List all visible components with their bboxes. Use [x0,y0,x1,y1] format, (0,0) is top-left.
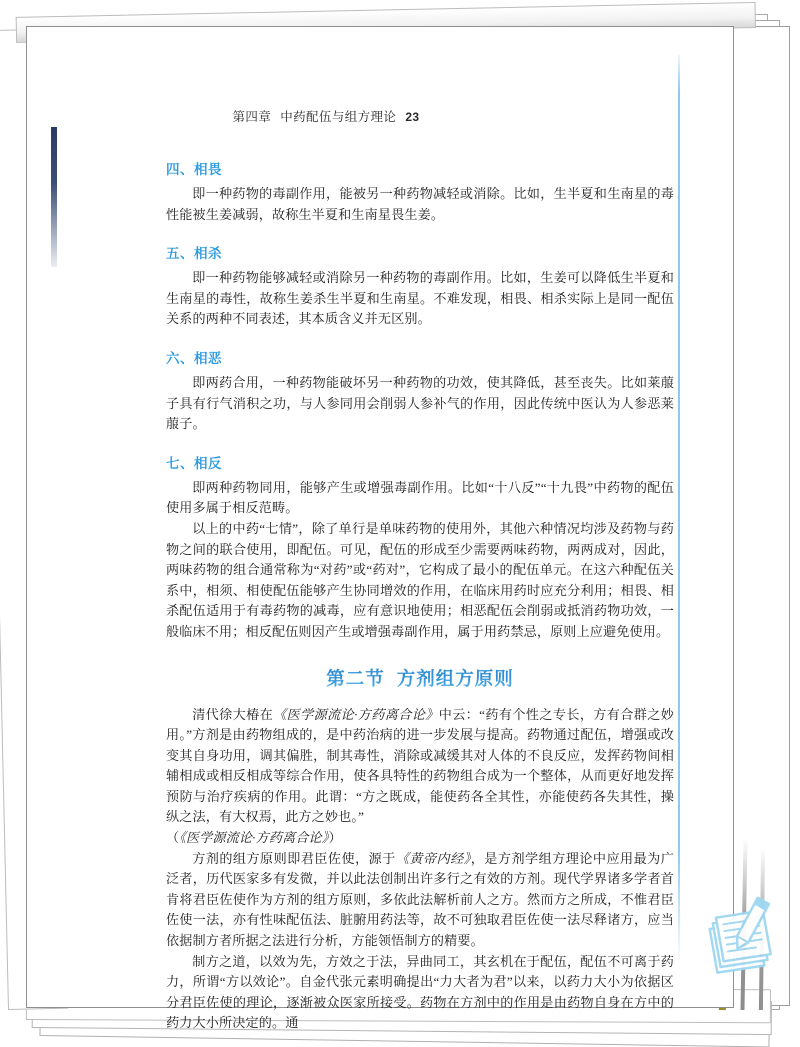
heading-xiangfan: 七、相反 [166,455,222,472]
section-title-name: 方剂组方原则 [396,668,514,690]
paragraph-junchenzuoshi [166,849,674,952]
margin-rule [678,55,680,960]
book-title-yixueyuanliulun-1: 《医学源流论·方药离合论》 [273,706,439,722]
book-title-huangdineijing: 《黄帝内经》 [395,850,471,866]
citation-close-paren: ） [328,830,342,846]
page-content [166,158,674,1034]
paragraph-xudachun-body: 中云：“药有个性之专长，方有合群之妙用。”方剂是由药物组成的，是中药治病的进一步发展与提高。药物通过配伍，增强或改变其自身功用，调其偏胜，制其毒性，消除或减缓其对人体的不良反应，发挥药物间相辅相成或相反相成等综合作用，使各具特性的药物组合成为一个整体，从而更好地发挥预防与治疗疾病的作用。此谓：“方之既成，能使药各全其性，亦能使药各失其性，操纵之法，有大权焉，此方之妙也。” [166,706,674,825]
running-head [27,107,733,125]
heading-xiangwei: 四、相畏 [166,162,222,178]
book-page [26,26,734,1031]
paragraph-xiangsha-1: 即一种药物能够减轻或消除另一种药物的毒副作用。比如，生姜可以降低生半夏和生南星的毒性，故称生姜杀生半夏和生南星。不难发现，相畏、相杀实际上是同一配伍关系的两种不同表述，其本质含义并无区别。 [166,270,674,327]
paragraph-xiange-1: 即两药合用，一种药物能破坏另一种药物的功效，使其降低，甚至丧失。比如莱菔子具有行气消积之功，与人参同用会削弱人参补气的作用，因此传统中医认为人参恶莱菔子。 [166,374,674,432]
paragraph-xudachun [166,705,674,829]
running-head-chapter: 第四章 [232,110,272,124]
section-title-number: 第二节 [326,668,385,690]
heading-xiange: 六、相恶 [166,350,222,367]
paragraph-xudachun-lead: 清代徐大椿在 [192,706,274,722]
running-head-title: 中药配伍与组方理论 [280,110,397,124]
citation-open-paren: （ [166,830,180,846]
paragraph-zhifangzhidao: 制方之道，以效为先，方效之于法，异曲同工，其玄机在于配伍，配伍不可离于药力，所谓“方以效论”。自金代张元素明确提出“力大者为君”以来，以药力大小为依据区分君臣佐使的理论，逐渐被众医家所接受。药物在方剂中的作用是由药物自身在方中的药力大小所决定的。通 [166,953,674,1031]
book-title-yixueyuanliulun-2: 《医学源流论·方药离合论》 [179,830,329,846]
paragraph-junchenzuoshi-lead: 方剂的组方原则即君臣佐使，源于 [192,850,396,866]
paragraph-junchenzuoshi-tail: ，是方剂学组方理论中应用最为广泛者，历代医家多有发微，并以此法创制出许多行之有效的方剂。现代学界诸多学者首肯将君臣佐使作为方剂的组方原则，多依此法解析前人之方。然而方之所成，不惟君臣佐使一法，亦有性味配伍法、脏腑用药法等，故不可独取君臣佐使一法尽释诸方，应当依据制方者所据之法进行分析，方能领悟制方的精要。 [166,850,675,949]
page-number: 23 [405,110,420,124]
heading-xiangsha: 五、相杀 [166,246,222,263]
paragraph-xiangwei-1: 即一种药物的毒副作用，能被另一种药物减轻或消除。比如，生半夏和生南星的毒性能被生姜减弱，故称生半夏和生南星畏生姜。 [166,186,674,222]
paragraph-source-citation [166,828,674,849]
paragraph-qiqing-summary: 以上的中药“七情”，除了单行是单味药物的使用外，其他六种情况均涉及药物与药物之间的联合使用，即配伍。可见，配伍的形成至少需要两味药物，两两成对，因此，两味药物的组合通常称为“对药”或“药对”，它构成了最小的配伍单元。在这六种配伍关系中，相须、相使配伍能够产生协同增效的作用，在临床用药时应充分利用；相畏、相杀配伍适用于有毒药物的减毒，应有意识地使用；相恶配伍会削弱或抵消药物功效，一般临床不用；相反配伍则因产生或增强毒副作用，属于用药禁忌，原则上应避免使用。 [166,520,674,639]
section-title [166,665,674,691]
binding-strip [51,127,57,267]
paragraph-xiangfan-1: 即两种药物同用，能够产生或增强毒副作用。比如“十八反”“十九畏”中药物的配伍使用多属于相反范畴。 [166,479,674,516]
